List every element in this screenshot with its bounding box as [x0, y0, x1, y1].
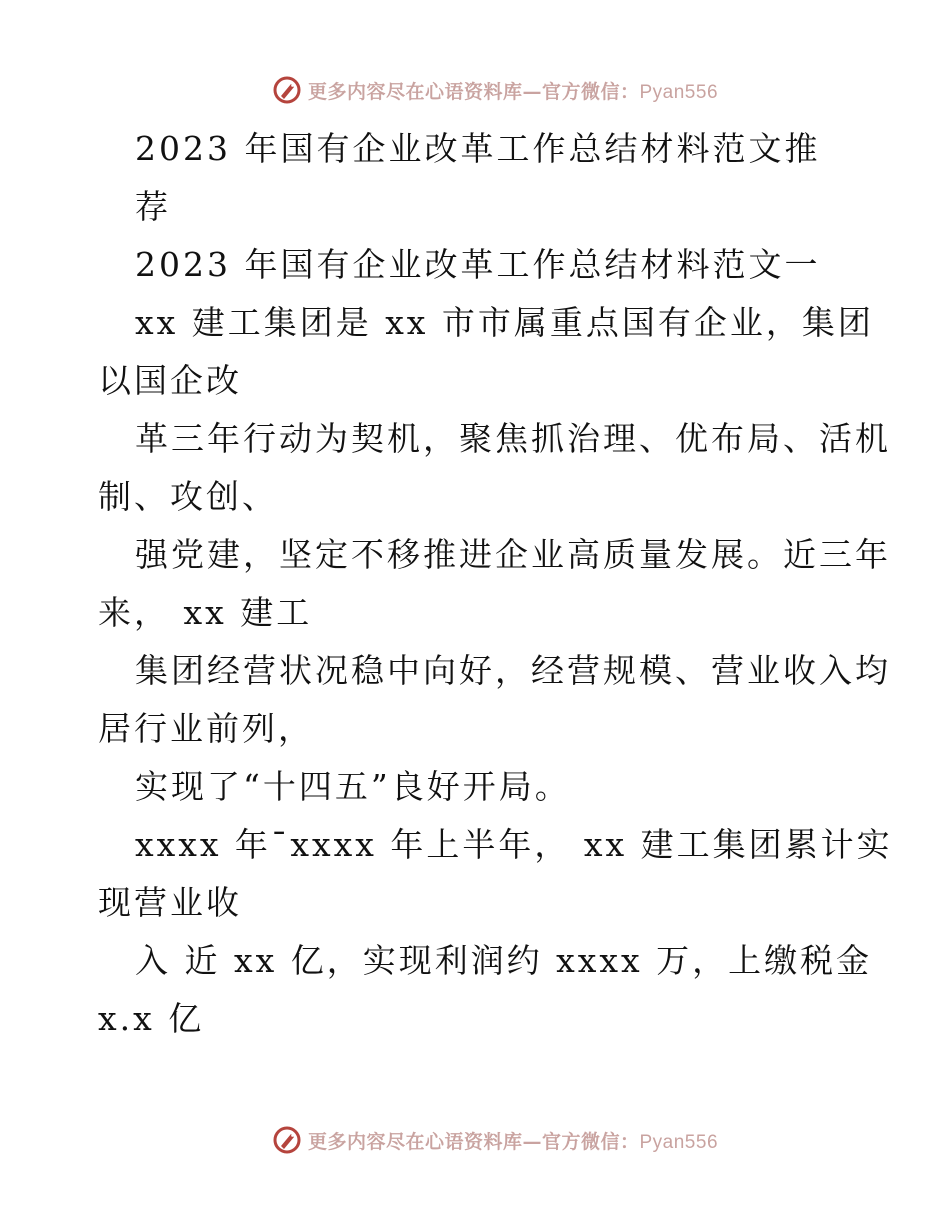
paragraph-line: 入 近 xx 亿，实现利润约 xxxx 万，上缴税金	[135, 941, 873, 980]
footer-banner-label: 更多内容尽在心语资料库—官方微信：	[307, 1130, 640, 1153]
paragraph-line: 制、攻创、	[98, 477, 278, 516]
paragraph-line: xx 建工集团是 xx 市市属重点国有企业，集团	[135, 303, 874, 342]
footer-banner	[0, 1120, 950, 1160]
header-banner-label: 更多内容尽在心语资料库—官方微信：	[307, 80, 640, 103]
header-wechat-id: Pyan556	[639, 81, 719, 103]
header-banner-content	[272, 75, 718, 105]
paragraph-line: 来， xx 建工	[98, 593, 313, 632]
paragraph-line: 以国企改	[98, 361, 242, 400]
footer-banner-text	[308, 1127, 718, 1154]
paragraph-line: 居行业前列，	[98, 709, 314, 748]
footer-wechat-id: Pyan556	[639, 1131, 719, 1153]
paragraph-line: 革三年行动为契机，聚焦抓治理、优布局、活机	[135, 419, 891, 458]
title-line-1: 2023 年国有企业改革工作总结材料范文推	[135, 129, 821, 168]
paragraph-line: xxxx 年¯xxxx 年上半年， xx 建工集团累计实	[135, 825, 893, 864]
paragraph-line: 集团经营状况稳中向好，经营规模、营业收入均	[135, 651, 891, 690]
pen-nib-logo-icon	[272, 75, 302, 105]
paragraph-line: 实现了“十四五”良好开局。	[135, 767, 571, 806]
footer-banner-content	[272, 1125, 718, 1155]
paragraph-line: x.x 亿	[98, 999, 205, 1038]
pen-nib-logo-icon	[272, 1125, 302, 1155]
paragraph-line: 现营业收	[98, 883, 242, 922]
paragraph-line: 强党建，坚定不移推进企业高质量发展。近三年	[135, 535, 891, 574]
subtitle-line: 2023 年国有企业改革工作总结材料范文一	[135, 245, 821, 284]
title-line-2: 荐	[135, 187, 171, 226]
header-banner	[0, 70, 950, 110]
document-body	[98, 120, 893, 1048]
header-banner-text	[308, 77, 718, 104]
